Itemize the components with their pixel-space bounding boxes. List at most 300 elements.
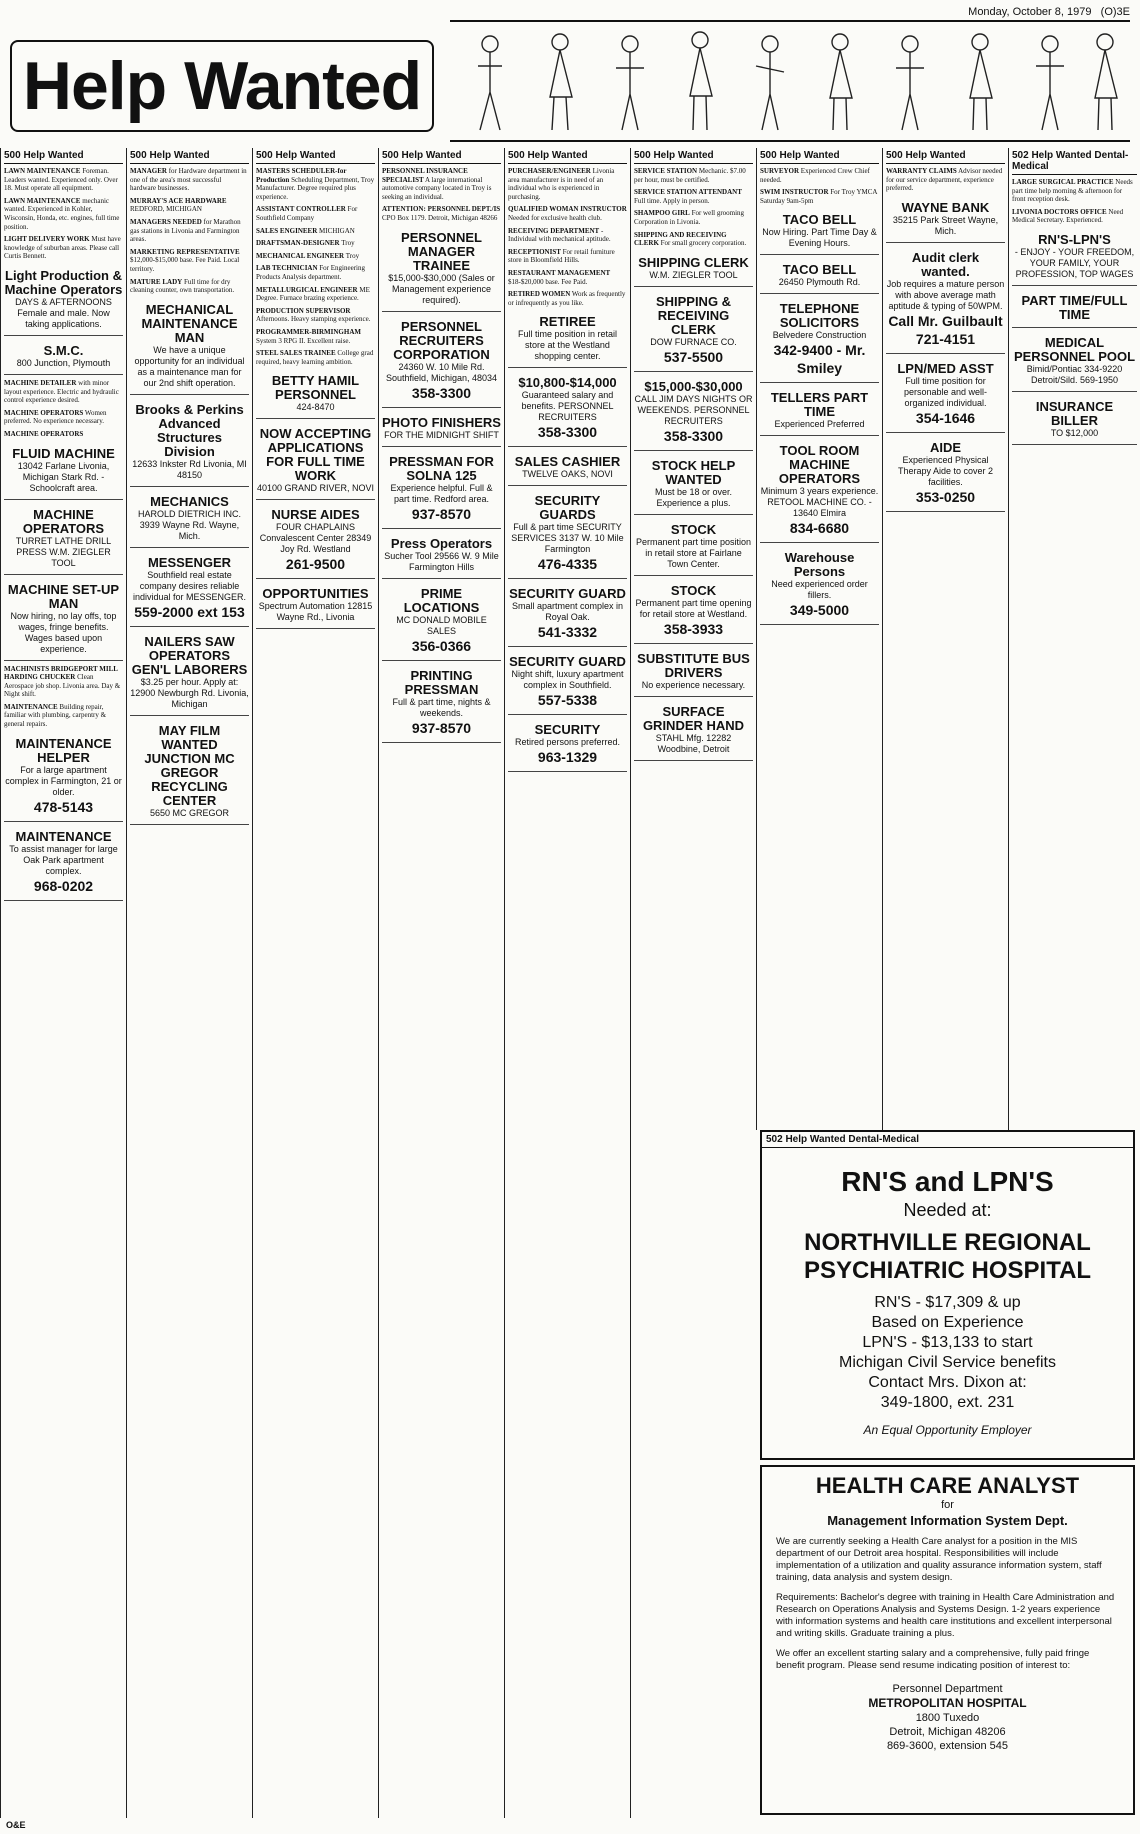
display-ad bbox=[4, 443, 123, 500]
ad-title: Brooks & Perkins Advanced Structures Division bbox=[135, 401, 244, 459]
rn-lpn-ad bbox=[760, 1130, 1135, 1460]
ad-title: MACHINE SET-UP MAN bbox=[7, 581, 120, 611]
ad-phone: 261-9500 bbox=[285, 556, 346, 573]
ad-phone: 349-5000 bbox=[789, 602, 850, 619]
classified-column bbox=[252, 148, 378, 1818]
display-ad bbox=[760, 387, 879, 436]
ad-headline: LAWN MAINTENANCE bbox=[4, 196, 81, 205]
ad-phone: 963-1329 bbox=[537, 749, 598, 766]
ad-body: HAROLD DIETRICH INC. 3939 Wayne Rd. Wayne, Mich. bbox=[137, 508, 241, 541]
ad-title: MEDICAL PERSONNEL POOL bbox=[1013, 334, 1136, 364]
ad-title: $10,800-$14,000 bbox=[518, 375, 617, 391]
ad-text: Must have knowledge of suburban areas. Please call Curtis Bennett. bbox=[4, 235, 121, 261]
display-ad bbox=[760, 209, 879, 255]
display-ad bbox=[886, 197, 1005, 243]
hca-paragraph: We are currently seeking a Health Care analyst for a position in the MIS department of our Detroit area hospital. Responsibilities will include implementation of a utilization and quality assurance information system, staff training, data analysis and system design. bbox=[776, 1536, 1102, 1583]
ad-body: TO $12,000 bbox=[1050, 427, 1099, 438]
classified-ad bbox=[634, 231, 753, 248]
ad-body: 24360 W. 10 Mile Rd. Southfield, Michigan, 48034 bbox=[385, 361, 498, 383]
ad-body: To assist manager for large Oak Park apartment complex. bbox=[9, 843, 118, 876]
ad-headline: ASSISTANT CONTROLLER bbox=[256, 205, 346, 214]
classified-ad bbox=[4, 197, 123, 231]
display-ad bbox=[382, 316, 501, 408]
ad-title: PRINTING PRESSMAN bbox=[404, 667, 479, 697]
ad-title: SALES CASHIER bbox=[514, 454, 621, 470]
ad-headline: METALLURGICAL ENGINEER bbox=[256, 285, 358, 294]
ad-text: mechanic wanted. Experienced in Kohler, Wisconsin, Honda, etc. engines, full time position. bbox=[4, 196, 120, 231]
ad-title: NOW ACCEPTING APPLICATIONS FOR FULL TIME WORK bbox=[259, 426, 372, 484]
ad-headline: LIGHT DELIVERY WORK bbox=[4, 235, 90, 244]
ad-headline: RECEIVING DEPARTMENT bbox=[508, 226, 600, 235]
display-ad bbox=[634, 455, 753, 515]
ad-headline: MAINTENANCE bbox=[4, 702, 58, 711]
display-ad bbox=[886, 358, 1005, 433]
ad-text: Clean Aerospace job shop. Livonia area. Day & Night shift. bbox=[4, 673, 121, 699]
ad-title: MECHANICS bbox=[150, 493, 229, 509]
ad-headline: MACHINE DETAILER bbox=[4, 378, 77, 387]
column-heading: 500 Help Wanted bbox=[382, 148, 501, 164]
ad-text: System 3 RPG II. Excellent raise. bbox=[256, 336, 351, 345]
classified-ad bbox=[382, 205, 501, 222]
rn-ad-lpn-salary: LPN'S - $13,133 to start bbox=[862, 1334, 1033, 1351]
classified-column bbox=[882, 148, 1008, 1130]
ad-phone: 834-6680 bbox=[789, 520, 850, 537]
ad-title: SECURITY GUARD bbox=[509, 654, 626, 670]
classified-ad bbox=[256, 328, 375, 345]
classified-ad bbox=[256, 286, 375, 303]
ad-title: SECURITY bbox=[534, 722, 601, 738]
ad-headline: MURRAY'S ACE HARDWARE bbox=[130, 196, 227, 205]
ad-headline: SALES ENGINEER bbox=[256, 226, 318, 235]
ad-text: College grad required, heavy learning ambition. bbox=[256, 349, 374, 366]
ad-title: Warehouse Persons bbox=[784, 550, 855, 580]
ad-body: 12633 Inkster Rd Livonia, MI 48150 bbox=[132, 458, 247, 480]
hca-phone: 869-3600, extension 545 bbox=[886, 1740, 1009, 1752]
ad-headline: MECHANICAL ENGINEER bbox=[256, 251, 345, 260]
display-ad bbox=[634, 252, 753, 287]
ad-text: Mechanic. $7.00 per hour, must be certified. bbox=[634, 167, 746, 184]
rn-ad-contact: Contact Mrs. Dixon at: bbox=[868, 1374, 1027, 1391]
classified-ad bbox=[256, 307, 375, 324]
figure-icon bbox=[830, 34, 852, 130]
ad-text: Afternoons. Heavy stamping experience. bbox=[256, 315, 371, 324]
ad-phone: 557-5338 bbox=[537, 692, 598, 709]
ad-title: PHOTO FINISHERS bbox=[382, 414, 501, 430]
classified-ad bbox=[1012, 178, 1137, 204]
ad-text: For retail furniture store in Bloomfield Hills. bbox=[508, 247, 615, 265]
ad-title: Press Operators bbox=[390, 535, 493, 551]
ad-body: Full time position in retail store at the Westland shopping center. bbox=[517, 329, 618, 362]
column-heading: 500 Help Wanted bbox=[634, 148, 753, 164]
classified-ad bbox=[4, 430, 123, 439]
ad-title: WAYNE BANK bbox=[901, 199, 990, 215]
ad-phone: 353-0250 bbox=[915, 488, 976, 505]
column-heading: 500 Help Wanted bbox=[886, 148, 1005, 164]
hca-dept: Personnel Department bbox=[892, 1683, 1003, 1695]
ad-body: Sucher Tool 29566 W. 9 Mile Farmington Hills bbox=[384, 550, 499, 572]
display-ad bbox=[130, 631, 249, 716]
ad-body: Experienced Physical Therapy Aide to cover 2 facilities. bbox=[897, 454, 994, 487]
ad-title: Light Production & Machine Operators bbox=[4, 267, 123, 297]
display-ad bbox=[4, 579, 123, 661]
ad-text: Advisor needed for our service department, experience preferred. bbox=[886, 167, 1003, 193]
ad-body: Now hiring, no lay offs, top wages, fringe benefits. Wages based upon experience. bbox=[10, 610, 117, 654]
ad-body: 35215 Park Street Wayne, Mich. bbox=[892, 214, 999, 236]
hca-city: Detroit, Michigan 48206 bbox=[889, 1726, 1006, 1738]
display-ad bbox=[4, 340, 123, 375]
ad-title: S.M.C. bbox=[43, 342, 84, 358]
rn-ad-hospital: NORTHVILLE REGIONAL PSYCHIATRIC HOSPITAL bbox=[803, 1229, 1092, 1284]
page-title: Help Wanted bbox=[10, 40, 434, 132]
ad-title: MESSENGER bbox=[147, 554, 232, 570]
ad-body: CALL JIM DAYS NIGHTS OR WEEKENDS. PERSONNEL RECRUITERS bbox=[634, 393, 753, 426]
classified-ad bbox=[4, 665, 123, 699]
ad-body: 26450 Plymouth Rd. bbox=[778, 277, 861, 288]
ad-body: Retired persons preferred. bbox=[514, 737, 621, 748]
ad-title: TACO BELL bbox=[782, 262, 857, 278]
display-ad bbox=[256, 423, 375, 500]
ad-title: FLUID MACHINE bbox=[12, 445, 115, 461]
classified-ad bbox=[256, 252, 375, 261]
ad-headline: MANAGER bbox=[130, 167, 167, 175]
hca-hospital: METROPOLITAN HOSPITAL bbox=[868, 1696, 1027, 1710]
ad-text: For small grocery corporation. bbox=[660, 239, 747, 248]
ad-title: Audit clerk wanted. bbox=[911, 249, 980, 279]
display-ad bbox=[4, 826, 123, 901]
ad-title: AIDE bbox=[929, 439, 962, 455]
display-ad bbox=[634, 291, 753, 372]
ad-body: Minimum 3 years experience. RETOOL MACHINE CO. - 13640 Elmira bbox=[760, 486, 879, 519]
display-ad bbox=[508, 311, 627, 368]
ad-text: Building repair, familiar with plumbing, carpentry & general repairs. bbox=[4, 702, 107, 729]
ad-phone: 968-0202 bbox=[33, 877, 94, 894]
ad-title: MECHANICAL MAINTENANCE MAN bbox=[141, 301, 238, 345]
display-ad bbox=[1012, 396, 1137, 445]
ad-phone: 478-5143 bbox=[33, 798, 94, 815]
ad-body: 13042 Farlane Livonia, Michigan Stark Rd. - Schoolcraft area. bbox=[17, 460, 110, 493]
display-ad bbox=[130, 552, 249, 627]
ad-title: PRESSMAN FOR SOLNA 125 bbox=[389, 453, 494, 483]
ad-headline: MASTERS SCHEDULER-for Production bbox=[256, 167, 347, 184]
ad-title: PERSONNEL MANAGER TRAINEE bbox=[401, 229, 482, 273]
ad-phone: 358-3300 bbox=[537, 424, 598, 441]
display-ad bbox=[886, 437, 1005, 512]
column-heading: 500 Help Wanted bbox=[508, 148, 627, 164]
worker-figures-illustration bbox=[450, 22, 1130, 136]
display-ad bbox=[760, 440, 879, 543]
ad-body: Full time position for personable and well-organized individual. bbox=[903, 375, 988, 408]
ad-title: PART TIME/FULL TIME bbox=[1021, 292, 1128, 322]
display-ad bbox=[634, 701, 753, 761]
ad-title: MAINTENANCE HELPER bbox=[15, 735, 112, 765]
ad-title: SUBSTITUTE BUS DRIVERS bbox=[637, 650, 750, 680]
ad-title: TELEPHONE SOLICITORS bbox=[779, 301, 860, 331]
classified-ad bbox=[760, 188, 879, 205]
ad-body: Job requires a mature person with above average math aptitude & typing of 50WPM. bbox=[886, 278, 1005, 311]
ad-headline: SHAMPOO GIRL bbox=[634, 209, 690, 218]
classified-ad bbox=[256, 205, 375, 222]
ad-title: RN'S-LPN'S bbox=[1038, 231, 1111, 247]
ad-body: FOUR CHAPLAINS Convalescent Center 28349 Joy Rd. Westland bbox=[259, 522, 372, 555]
classified-column bbox=[504, 148, 630, 1818]
ad-headline: MACHINE OPERATORS bbox=[4, 429, 84, 438]
ad-phone: 559-2000 ext 153 bbox=[134, 603, 245, 620]
classified-ad bbox=[256, 167, 375, 201]
classified-ad bbox=[130, 278, 249, 295]
hca-requirements: Requirements: Bachelor's degree with training in Health Care Administration and Research on Operations Analysis and Systems Design. 1-2 years experience with information systems and health care institutions and excellent interpersonal and writing skills. Graduate training a plus. bbox=[776, 1592, 1115, 1639]
ad-text: Women preferred. No experience necessary. bbox=[4, 408, 107, 426]
classified-ad bbox=[4, 167, 123, 193]
edition-code: (O)3E bbox=[1100, 6, 1130, 18]
ad-body: Experienced Preferred bbox=[774, 419, 865, 430]
rn-ad-rn-salary: RN'S - $17,309 & up bbox=[874, 1294, 1021, 1311]
classified-ad bbox=[508, 227, 627, 244]
figure-icon bbox=[970, 34, 992, 130]
display-ad bbox=[1012, 332, 1137, 392]
ad-title: SHIPPING & RECEIVING CLERK bbox=[655, 293, 732, 337]
ad-text: Full time. Apply in person. bbox=[634, 196, 710, 205]
ad-text: For well grooming Corporation in Livonia. bbox=[634, 209, 745, 226]
display-ad bbox=[508, 651, 627, 715]
ad-body: $3.25 per hour. Apply at: 12900 Newburgh Rd. Livonia, Michigan bbox=[130, 676, 249, 709]
classified-ad bbox=[508, 290, 627, 307]
ad-phone: 358-3933 bbox=[663, 620, 724, 637]
ad-body: Small apartment complex in Royal Oak. bbox=[511, 601, 624, 623]
classified-ad bbox=[508, 269, 627, 286]
hca-for: for bbox=[941, 1499, 954, 1511]
health-care-analyst-ad bbox=[760, 1465, 1135, 1815]
display-ad bbox=[760, 547, 879, 625]
ad-body: Southfield real estate company desires reliable individual for MESSENGER. bbox=[132, 569, 247, 602]
ad-text: Troy bbox=[345, 251, 360, 260]
classified-ad bbox=[4, 379, 123, 405]
ad-phone: 342-9400 - Mr. Smiley bbox=[773, 342, 866, 377]
rn-ad-benefits: Michigan Civil Service benefits bbox=[839, 1354, 1056, 1371]
ad-text: Livonia area manufacturer is in need of an individual who is experienced in purchasing. bbox=[508, 167, 615, 201]
classified-ad bbox=[130, 248, 249, 274]
ad-text: Need Medical Secretary. Experienced. bbox=[1012, 207, 1124, 225]
ad-text: for Hardware department in one of the area's most successful hardware businesses. bbox=[130, 167, 247, 193]
ad-title: SHIPPING CLERK bbox=[638, 254, 749, 270]
ad-body: For a large apartment complex in Farmington, 21 or older. bbox=[5, 764, 122, 797]
rn-ad-eoe: An Equal Opportunity Employer bbox=[863, 1423, 1032, 1437]
ad-body: Full & part time SECURITY SERVICES 3137 W. 10 Mile Farmington bbox=[511, 522, 624, 555]
classified-ad bbox=[256, 227, 375, 236]
ad-text: CPO Box 1179. Detroit, Michigan 48266 bbox=[382, 213, 498, 222]
ad-body: TWELVE OAKS, NOVI bbox=[522, 469, 613, 480]
figure-icon bbox=[896, 36, 924, 130]
ad-text: Needed for exclusive health club. bbox=[508, 213, 602, 222]
hca-contact bbox=[776, 1682, 1119, 1753]
issue-date bbox=[880, 6, 1130, 18]
ad-text: For Southfield Company bbox=[256, 205, 358, 222]
classified-ad bbox=[508, 167, 627, 201]
hca-offer: We offer an excellent starting salary and a comprehensive, fully paid fringe benefit program. Please send resume indicating position of interest to: bbox=[776, 1648, 1090, 1671]
display-ad bbox=[4, 733, 123, 822]
classified-column bbox=[378, 148, 504, 1818]
ad-headline: STEEL SALES TRAINEE bbox=[256, 349, 336, 358]
ad-text: Experienced Crew Chief needed. bbox=[760, 167, 870, 184]
classified-ad bbox=[4, 409, 123, 426]
ad-title: INSURANCE BILLER bbox=[1035, 398, 1114, 428]
ad-text: $18-$20,000 base. Fee Paid. bbox=[508, 277, 588, 286]
display-ad bbox=[508, 490, 627, 579]
ad-headline: SWIM INSTRUCTOR bbox=[760, 188, 829, 197]
ad-text: Full time for dry cleaning counter, own transportation. bbox=[130, 277, 235, 295]
ad-phone: 537-5500 bbox=[663, 348, 724, 365]
ad-headline: LAB TECHNICIAN bbox=[256, 264, 318, 273]
display-ad bbox=[130, 299, 249, 395]
ad-body: Now Hiring. Part Time Day & Evening Hours. bbox=[762, 227, 877, 249]
ad-headline: WARRANTY CLAIMS bbox=[886, 167, 957, 175]
figure-icon bbox=[690, 32, 712, 130]
ad-title: TACO BELL bbox=[782, 212, 857, 228]
ad-body: Spectrum Automation 12815 Wayne Rd., Livonia bbox=[258, 601, 373, 623]
display-ad bbox=[256, 504, 375, 579]
ad-phone: 356-0366 bbox=[411, 637, 472, 654]
column-heading: 500 Help Wanted bbox=[256, 148, 375, 164]
ad-body: - ENJOY - YOUR FREEDOM, YOUR FAMILY, YOUR PROFESSION, TOP WAGES bbox=[1014, 246, 1135, 279]
ad-title: $15,000-$30,000 bbox=[644, 378, 743, 394]
display-ad bbox=[382, 227, 501, 312]
display-ad bbox=[382, 533, 501, 579]
ad-body: Night shift, luxury apartment complex in Southfield. bbox=[511, 669, 624, 691]
ad-text: MICHIGAN bbox=[319, 226, 355, 235]
ad-phone: 358-3300 bbox=[411, 384, 472, 401]
ad-title: NURSE AIDES bbox=[271, 507, 360, 523]
rn-ad-experience: Based on Experience bbox=[871, 1314, 1024, 1331]
ad-title: TELLERS PART TIME bbox=[770, 390, 869, 420]
display-ad bbox=[760, 259, 879, 294]
figure-icon bbox=[550, 34, 572, 130]
classified-ad bbox=[1012, 208, 1137, 225]
display-ad bbox=[508, 583, 627, 647]
classified-column bbox=[1008, 148, 1140, 1130]
ad-text: For Engineering Products Analysis department. bbox=[256, 264, 365, 281]
ad-title: MAINTENANCE bbox=[15, 828, 112, 844]
ad-phone: 937-8570 bbox=[411, 505, 472, 522]
display-ad bbox=[634, 519, 753, 576]
ad-title: SECURITY GUARDS bbox=[534, 493, 601, 523]
display-ad bbox=[130, 491, 249, 548]
ad-text: A large international automotive company located in Troy is seeking an individual. bbox=[382, 175, 492, 201]
ad-text: Needs part time help morning & afternoon for front reception desk. bbox=[1012, 178, 1133, 204]
ad-headline: MACHINE OPERATORS bbox=[4, 408, 84, 417]
ad-title: STOCK bbox=[670, 582, 717, 598]
figure-icon bbox=[756, 36, 784, 130]
ad-headline: SERVICE STATION ATTENDANT bbox=[634, 188, 742, 197]
column-heading: 500 Help Wanted bbox=[760, 148, 879, 164]
classified-ad bbox=[634, 167, 753, 184]
rn-ad-phone: 349-1800, ext. 231 bbox=[880, 1394, 1015, 1411]
ad-headline: LARGE SURGICAL PRACTICE bbox=[1012, 178, 1114, 186]
rn-ad-title: RN'S and LPN'S bbox=[841, 1166, 1054, 1197]
ad-headline: PRODUCTION SUPERVISOR bbox=[256, 306, 351, 315]
ad-title: PRIME LOCATIONS bbox=[403, 585, 480, 615]
ad-headline: SERVICE STATION bbox=[634, 167, 698, 175]
page-header bbox=[0, 0, 1140, 148]
ad-text: REDFORD, MICHIGAN bbox=[130, 205, 202, 214]
display-ad bbox=[760, 298, 879, 383]
ad-title: STOCK bbox=[670, 521, 717, 537]
rn-ad-heading: 502 Help Wanted Dental-Medical bbox=[762, 1132, 1133, 1148]
ad-phone: 937-8570 bbox=[411, 719, 472, 736]
ad-headline: RETIRED WOMEN bbox=[508, 290, 571, 299]
ad-body: Experience helpful. Full & part time. Redford area. bbox=[390, 482, 493, 504]
ad-body: Bimid/Pontiac 334-9220 Detroit/Sild. 569-1950 bbox=[1026, 363, 1123, 385]
ad-text: ME Degree. Furnace brazing experience. bbox=[256, 285, 370, 303]
ad-body: We have a unique opportunity for an individual as a maintenance man for our 2nd shift operation. bbox=[134, 344, 245, 388]
ad-headline: PERSONNEL INSURANCE SPECIALIST bbox=[382, 167, 468, 184]
ad-headline: DRAFTSMAN-DESIGNER bbox=[256, 239, 340, 248]
issue-date-text: Monday, October 8, 1979 bbox=[968, 6, 1092, 18]
ad-body: W.M. ZIEGLER TOOL bbox=[649, 269, 738, 280]
display-ad bbox=[256, 370, 375, 419]
ad-phone: Call Mr. Guilbault 721-4151 bbox=[888, 312, 1003, 347]
ad-text: Work as frequently or infrequently as you like. bbox=[508, 290, 626, 307]
classified-ad bbox=[256, 239, 375, 248]
rn-ad-details bbox=[762, 1293, 1133, 1413]
display-ad bbox=[130, 399, 249, 487]
rn-ad-needed: Needed at: bbox=[903, 1200, 992, 1220]
ad-body: DAYS & AFTERNOONS Female and male. Now taking applications. bbox=[15, 296, 112, 329]
display-ad bbox=[4, 504, 123, 575]
ad-body: FOR THE MIDNIGHT SHIFT bbox=[384, 429, 499, 440]
display-ad bbox=[508, 719, 627, 772]
classified-ad bbox=[4, 235, 123, 261]
ad-text: Scheduling Department, Troy Manufacturer. Degree required plus experience. bbox=[256, 175, 375, 201]
classified-ad bbox=[886, 167, 1005, 193]
figure-icon bbox=[616, 36, 644, 130]
classified-ad bbox=[382, 167, 501, 201]
display-ad bbox=[508, 451, 627, 486]
ad-headline: PROGRAMMER-BIRMINGHAM bbox=[256, 327, 361, 336]
hca-street: 1800 Tuxedo bbox=[915, 1712, 980, 1724]
ad-title: SECURITY GUARD bbox=[509, 586, 626, 602]
display-ad bbox=[1012, 290, 1137, 328]
ad-body: TURRET LATHE DRILL PRESS W.M. ZIEGLER TOOL bbox=[15, 535, 112, 568]
display-ad bbox=[130, 720, 249, 825]
ad-body: 40100 GRAND RIVER, NOVI bbox=[256, 483, 375, 494]
ad-body: 800 Junction, Plymouth bbox=[16, 357, 111, 368]
classified-ad bbox=[130, 197, 249, 214]
ad-body: Must be 18 or over. Experience a plus. bbox=[654, 486, 733, 508]
ad-body: Full & part time, nights & weekends. bbox=[392, 696, 491, 718]
column-heading: 500 Help Wanted bbox=[4, 148, 123, 164]
classified-ad bbox=[760, 167, 879, 184]
ad-headline: MARKETING REPRESENTATIVE bbox=[130, 247, 240, 256]
ad-body: DOW FURNACE CO. bbox=[650, 336, 737, 347]
display-ad bbox=[382, 451, 501, 529]
ad-text: For Troy YMCA Saturday 9am-5pm bbox=[760, 188, 878, 205]
ad-body: Permanent part time opening for retail store at Westland. bbox=[635, 597, 752, 619]
ad-headline: MANAGERS NEEDED bbox=[130, 217, 202, 226]
ad-body: Guaranteed salary and benefits. PERSONNEL RECRUITERS bbox=[521, 390, 614, 423]
ad-title: PERSONNEL RECRUITERS CORPORATION bbox=[393, 318, 490, 362]
ad-title: LPN/MED ASST bbox=[897, 360, 994, 376]
display-ad bbox=[382, 665, 501, 743]
ad-phone: 354-1646 bbox=[915, 409, 976, 426]
display-ad bbox=[382, 412, 501, 447]
ad-body: 5650 MC GREGOR bbox=[149, 807, 230, 818]
ad-body: Need experienced order fillers. bbox=[771, 579, 868, 601]
classified-ad bbox=[256, 349, 375, 366]
ad-headline: RECEPTIONIST bbox=[508, 247, 561, 256]
ad-text: for Marathon gas stations in Livonia and Farmington areas. bbox=[130, 217, 241, 244]
ad-title: BETTY HAMIL PERSONNEL bbox=[271, 373, 360, 403]
ad-title: RETIREE bbox=[539, 314, 596, 330]
ad-phone: 476-4335 bbox=[537, 556, 598, 573]
